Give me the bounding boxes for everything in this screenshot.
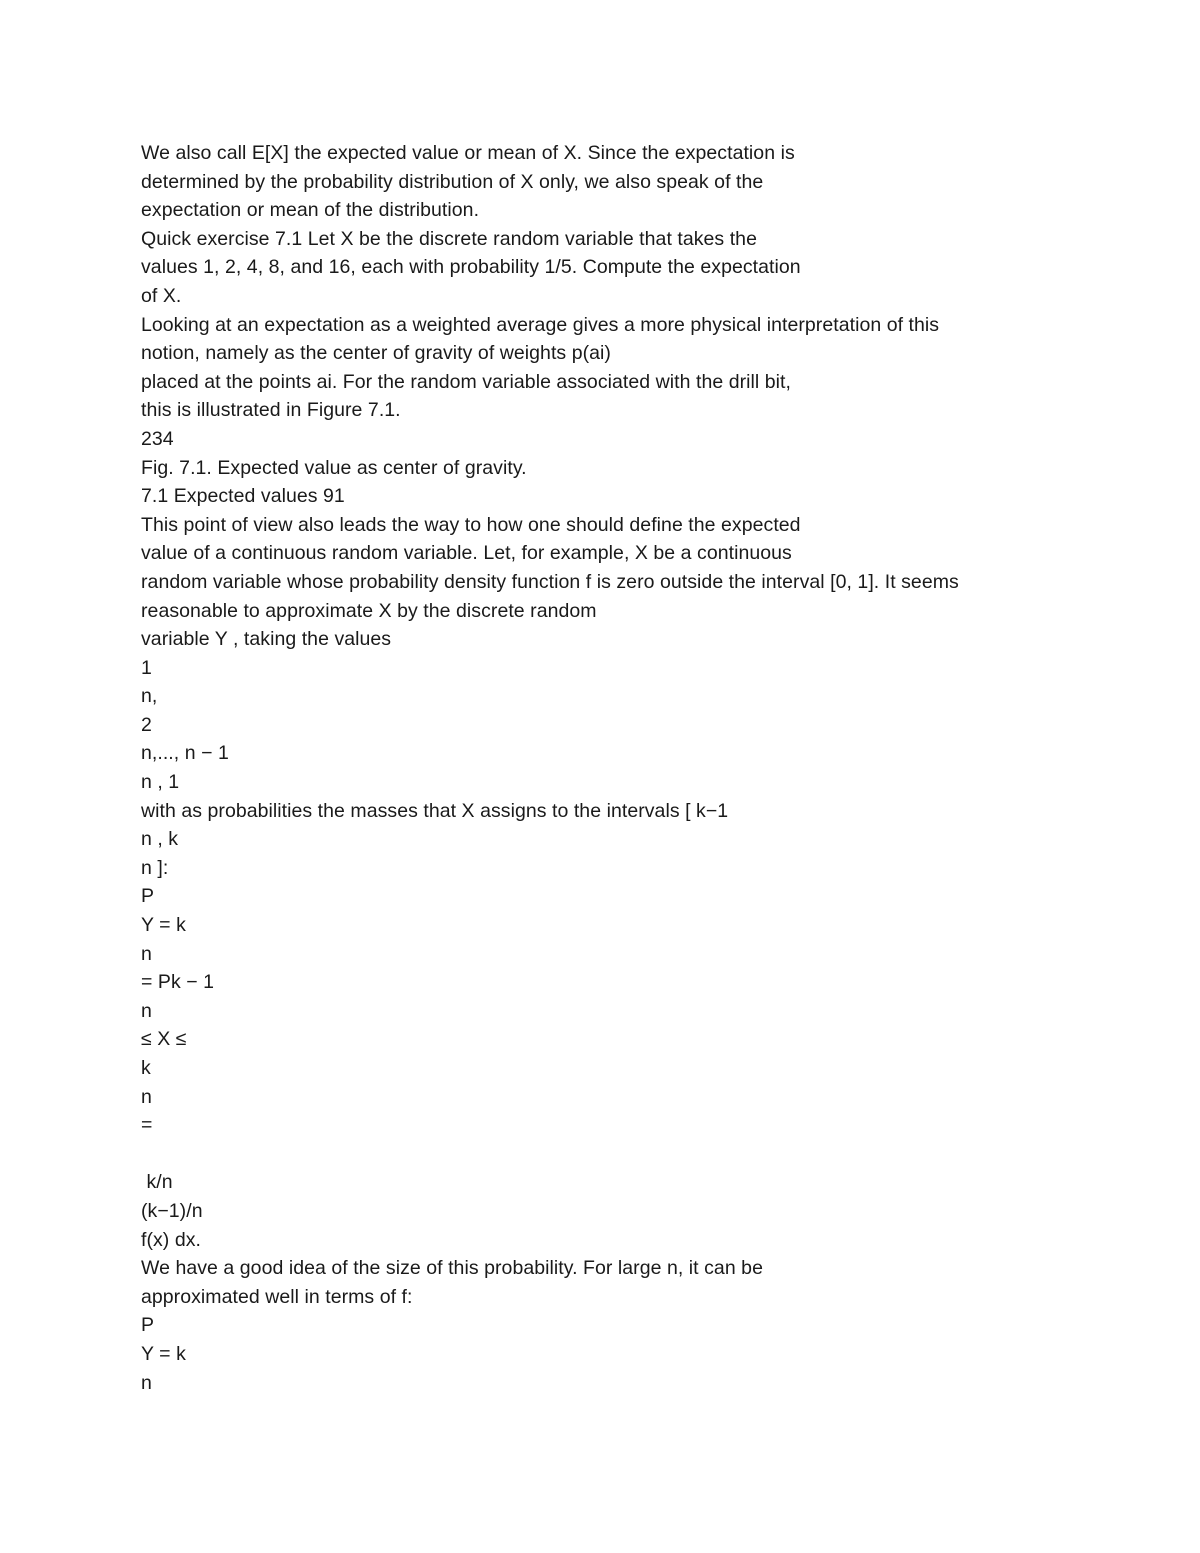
math-fragment: n [141,1371,152,1394]
document-text [141,139,1141,1397]
math-fragment: n ]: [141,856,169,879]
math-fragment: n [141,1085,152,1108]
math-fragment: = Pk − 1 [141,971,215,994]
text-line: this is illustrated in Figure 7.1. [141,399,401,422]
text-line: We also call E[X] the expected value or mean of X. Since the expectation is [141,142,795,164]
math-fragment: n [141,942,152,965]
math-fragment: n,..., n − 1 [141,742,229,765]
text-line: Quick exercise 7.1 Let X be the discrete random variable that takes the [141,227,757,250]
math-fragment: k [141,1057,151,1079]
figure-caption: Fig. 7.1. Expected value as center of gravity. [141,456,527,479]
math-fragment: n, [141,685,158,708]
text-line: determined by the probability distribution of X only, we also speak of the [141,170,764,193]
text-line: random variable whose probability density function f is zero outside the interval [0, 1]. It seems [141,570,959,593]
math-fragment: n [141,999,152,1022]
math-fragment: 1 [141,656,152,679]
text-line: notion, namely as the center of gravity of weights p(ai) [141,342,611,365]
text-line: value of a continuous random variable. Let, for example, X be a continuous [141,542,792,565]
text-line: with as probabilities the masses that X assigns to the intervals [ k−1 [141,799,729,822]
text-line: expectation or mean of the distribution. [141,199,480,222]
math-fragment: k/n [141,1171,173,1194]
math-fragment: f(x) dx. [141,1228,201,1251]
text-line: approximated well in terms of f: [141,1285,413,1308]
text-line: variable Y , taking the values [141,628,392,651]
text-line: values 1, 2, 4, 8, and 16, each with probability 1/5. Compute the expectation [141,256,801,279]
page-number: 234 [141,427,174,450]
text-line: We have a good idea of the size of this probability. For large n, it can be [141,1257,763,1280]
text-line: reasonable to approximate X by the discrete random [141,599,597,622]
math-fragment: (k−1)/n [141,1199,203,1222]
text-line: placed at the points ai. For the random variable associated with the drill bit, [141,370,791,393]
math-fragment: n , k [141,828,179,851]
text-line: of X. [141,284,182,307]
math-fragment: P [141,1314,155,1337]
text-line: Looking at an expectation as a weighted average gives a more physical interpretation of this [141,313,940,336]
math-fragment: 2 [141,713,152,736]
running-header: 7.1 Expected values 91 [141,485,345,508]
math-fragment: ≤ X ≤ [141,1028,187,1051]
blank-line [141,1140,1141,1169]
math-fragment: P [141,885,155,908]
math-fragment: = [141,1114,153,1137]
math-fragment: n , 1 [141,771,180,794]
math-fragment: Y = k [141,914,186,937]
text-line: This point of view also leads the way to how one should define the expected [141,513,801,536]
math-fragment: Y = k [141,1342,186,1365]
